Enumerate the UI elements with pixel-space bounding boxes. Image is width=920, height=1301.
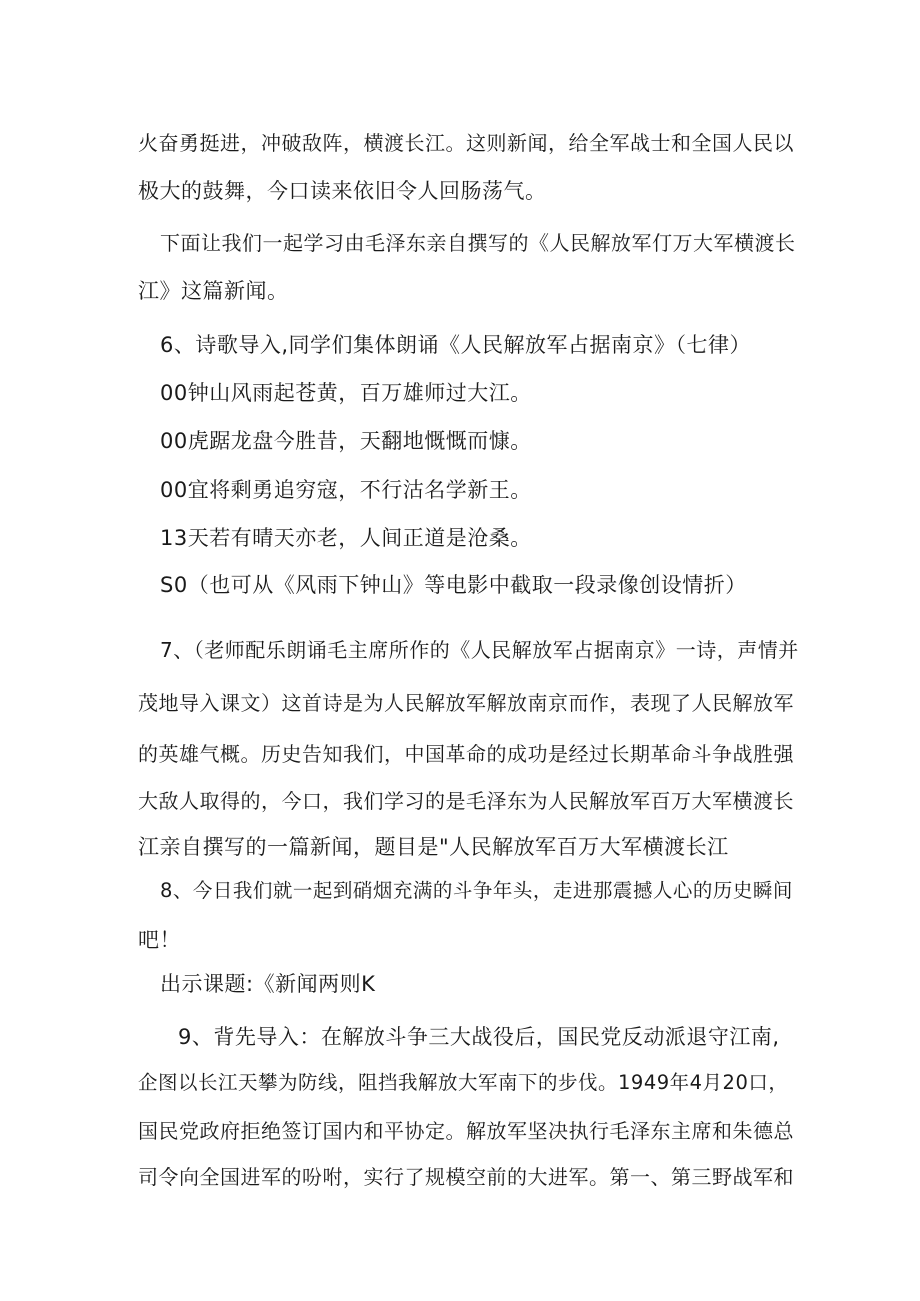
section-heading-6: 6、诗歌导入,同学们集体朗诵《人民解放军占据南京》（七律）	[160, 333, 752, 357]
paragraph-line: 国民党政府拒绝签订国内和平协定。解放军坚决执行毛泽东主席和朱德总	[138, 1119, 794, 1143]
section-heading-8: 8、今日我们就一起到硝烟充满的斗争年头，走进那震撼人心的历史瞬间	[160, 879, 793, 902]
section-heading-9: 9、背先导入：在解放斗争三大战役后，国民党反动派退守江南,	[178, 1025, 780, 1049]
paragraph-line: 火奋勇挺进，冲破敌阵，横渡长江。这则新闻，给全军战士和全国人民以	[138, 131, 794, 155]
paragraph-line: 的英雄气概。历史告知我们，中国革命的成功是经过长期革命斗争战胜强	[138, 742, 794, 766]
poem-note: S0（也可从《风雨下钟山》等电影中截取一段录像创设情折）	[160, 573, 747, 597]
poem-line: 00钟山风雨起苍黄，百万雄师过大江。	[160, 381, 532, 405]
poem-line: 00虎踞龙盘今胜昔，天翻地慨慨而慷。	[160, 429, 532, 453]
paragraph-line: 企图以长江天攀为防线，阻挡我解放大军南下的步伐。1949年4月20口，	[138, 1071, 789, 1094]
paragraph-line: 茂地导入课文）这首诗是为人民解放军解放南京而作，表现了人民解放军	[138, 691, 794, 715]
lesson-title: 出示课题:《新闻两则K	[160, 972, 376, 996]
paragraph-line: 司令向全国进军的吩咐，实行了规模空前的大进军。第一、第三野战军和	[138, 1165, 794, 1189]
paragraph-line: 大敌人取得的，今口，我们学习的是毛泽东为人民解放军百万大军横渡长	[138, 789, 794, 813]
poem-line: 13天若有晴天亦老，人间正道是沧桑。	[160, 526, 532, 550]
paragraph-line: 吧！	[138, 928, 181, 952]
paragraph-line: 江亲自撰写的一篇新闻，题目是"人民解放军百万大军横渡长江	[138, 835, 729, 859]
paragraph-line: 极大的鼓舞，今口读来依旧令人回肠荡气。	[138, 179, 547, 203]
poem-line: 00宜将剩勇追穷寇，不行沽名学新王。	[160, 478, 532, 502]
paragraph-line: 江》这篇新闻。	[138, 279, 289, 303]
section-heading-7: 7、（老师配乐朗诵毛主席所作的《人民解放军占据南京》一诗，声情并	[160, 638, 799, 662]
paragraph-line: 下面让我们一起学习由毛泽东亲自撰写的《人民解放军仃万大军横渡长	[160, 231, 796, 255]
